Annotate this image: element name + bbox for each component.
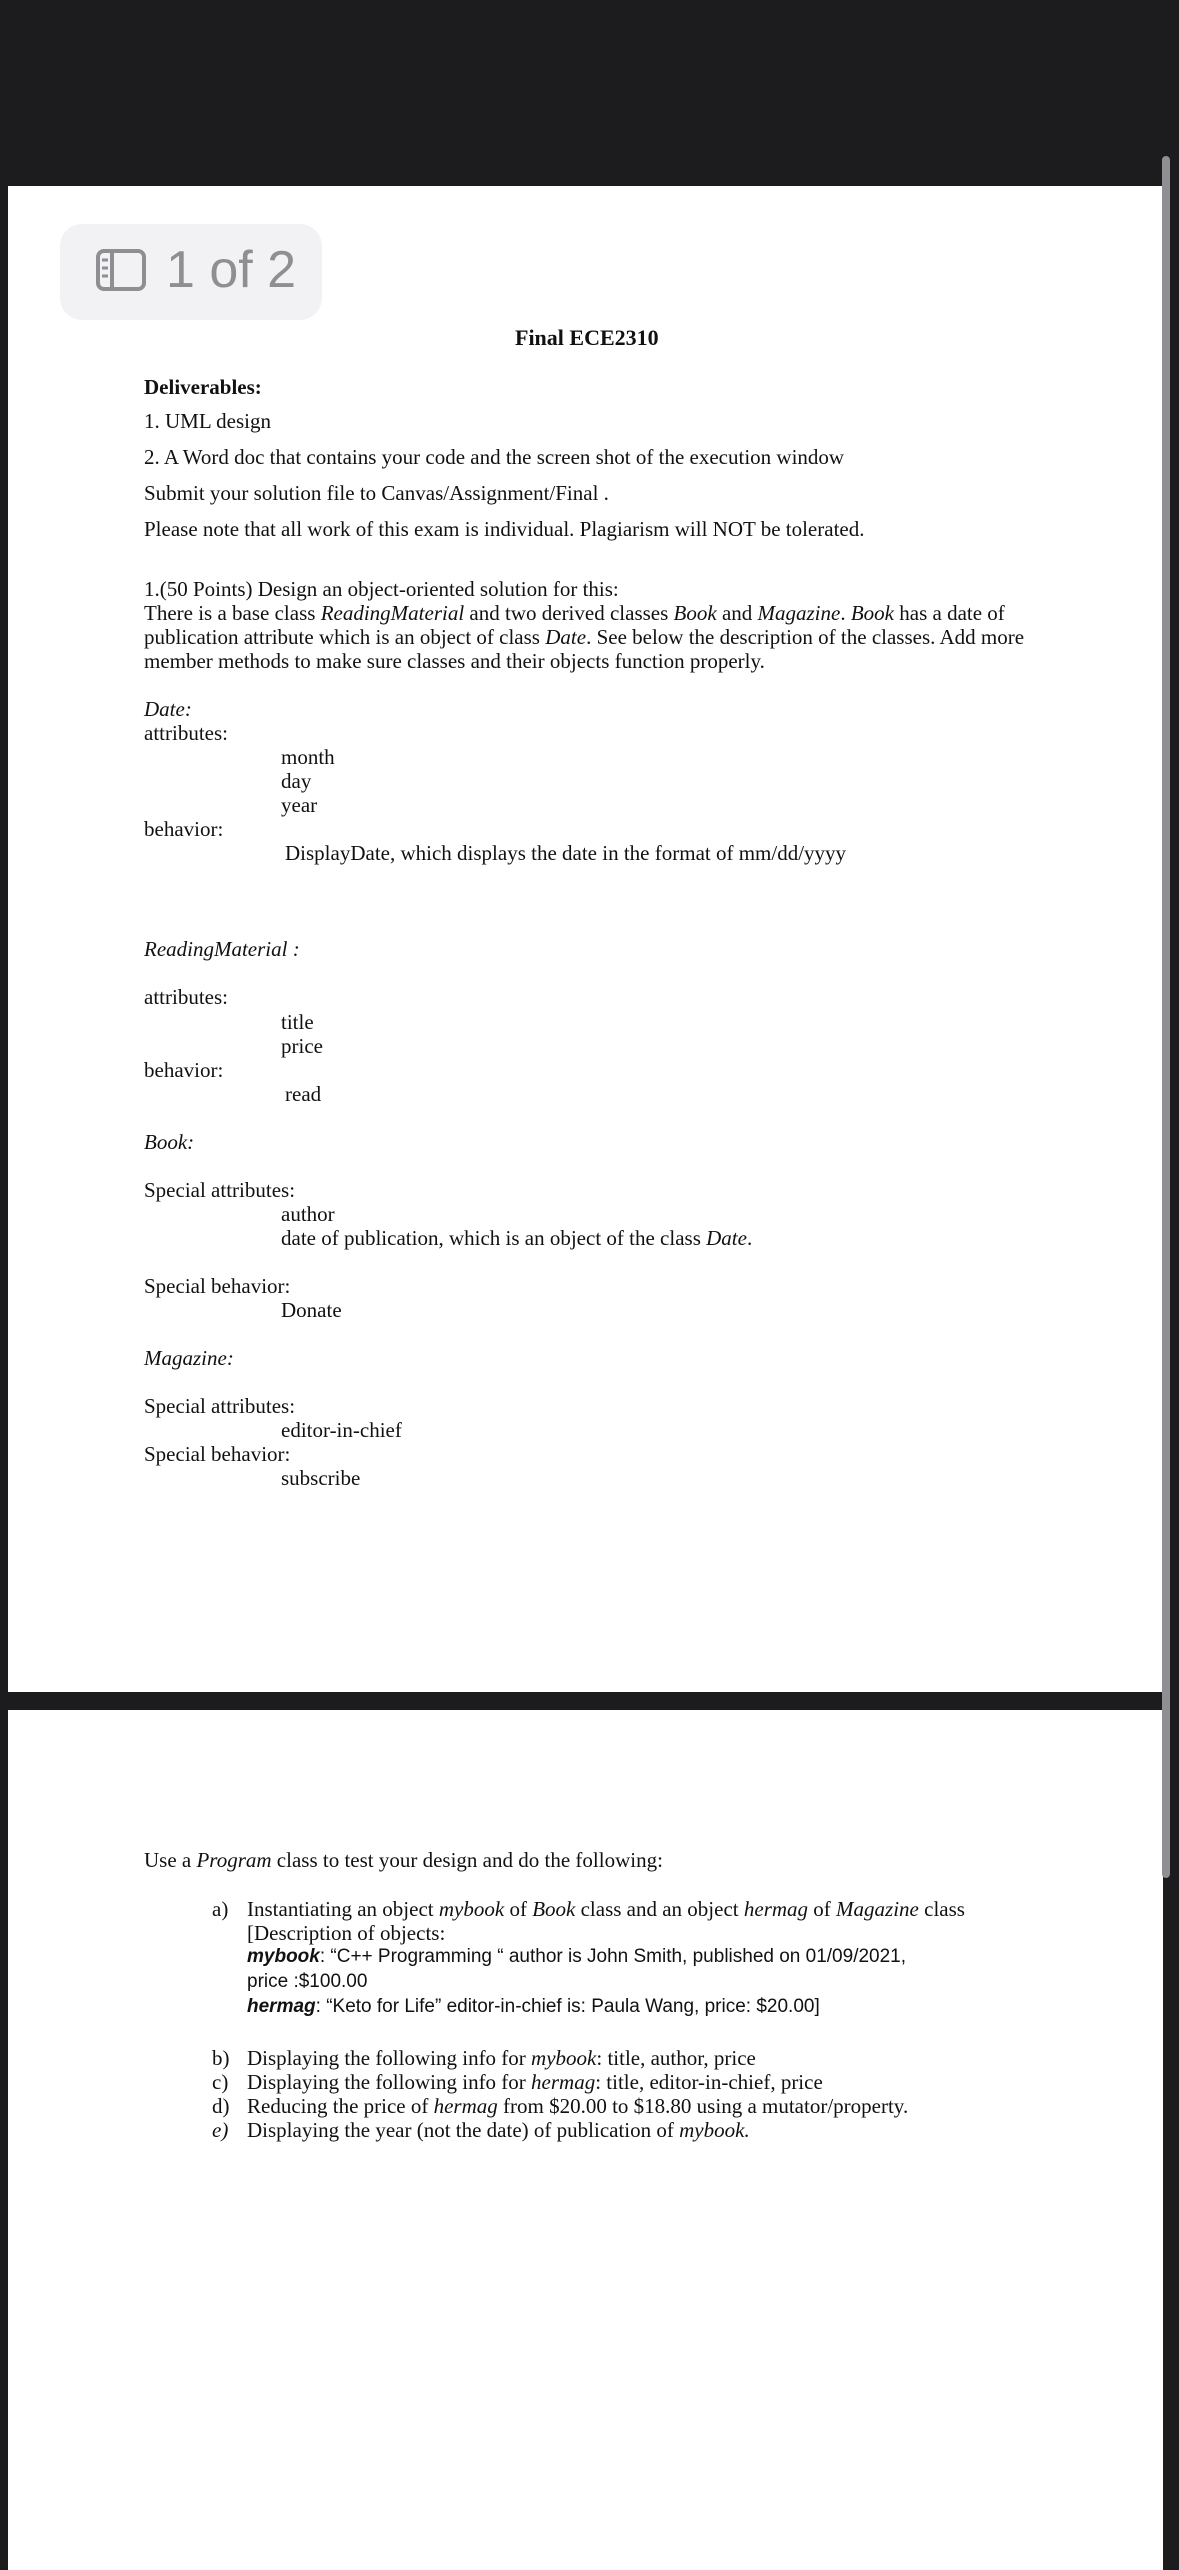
scrollbar[interactable] xyxy=(1162,156,1170,1878)
sidebar-icon xyxy=(96,249,146,291)
date-attr-month: month xyxy=(281,745,335,769)
magazine-special-behavior-label: Special behavior: xyxy=(144,1442,291,1466)
deliverable-2: 2. A Word doc that contains your code and the screen shot of the execution window xyxy=(144,445,845,469)
page-indicator-text: 1 of 2 xyxy=(166,241,297,299)
reading-behavior-label: behavior: xyxy=(144,1058,224,1082)
book-class-name: Book: xyxy=(144,1130,195,1154)
book-special-behavior-label: Special behavior: xyxy=(144,1274,291,1298)
deliverable-1: 1. UML design xyxy=(144,409,271,433)
deliverables-heading: Deliverables: xyxy=(144,375,262,399)
item-a-mybook: mybook: “C++ Programming “ author is John Smith, published on 01/09/2021, xyxy=(247,1946,907,1967)
item-d-marker: d) xyxy=(212,2094,230,2118)
item-a-marker: a) xyxy=(212,1897,229,1921)
item-c-text: Displaying the following info for hermag: title, editor-in-chief, price xyxy=(247,2070,823,2094)
q1-body: There is a base class ReadingMaterial and two derived classes Book and Magazine. Book has a date of publication attribute which is an object of class Date. See below the description of the classes. Add more member methods to make sure classes and their objects function properly. xyxy=(144,601,1025,673)
reading-attr-title: title xyxy=(281,1010,314,1034)
item-a-hermag: hermag: “Keto for Life” editor-in-chief is: Paula Wang, price: $20.00] xyxy=(247,1996,820,2017)
item-a-text: Instantiating an object mybook of Book class and an object hermag of Magazine class xyxy=(247,1897,965,1921)
item-e-text: Displaying the year (not the date) of publication of mybook. xyxy=(247,2118,750,2142)
book-special-attributes-label: Special attributes: xyxy=(144,1178,296,1202)
q1-intro: 1.(50 Points) Design an object-oriented solution for this: xyxy=(144,577,619,601)
date-attributes-label: attributes: xyxy=(144,721,228,745)
item-d-text: Reducing the price of hermag from $20.00 to $18.80 using a mutator/property. xyxy=(247,2094,909,2118)
book-attr-date: date of publication, which is an object of the class Date. xyxy=(281,1226,753,1250)
book-behavior: Donate xyxy=(281,1298,342,1322)
date-attr-year: year xyxy=(281,793,318,817)
date-attr-day: day xyxy=(281,769,312,793)
reading-class-name: ReadingMaterial : xyxy=(144,937,300,961)
item-a-mybook-price: price :$100.00 xyxy=(247,1971,368,1992)
item-b-text: Displaying the following info for mybook: title, author, price xyxy=(247,2046,756,2070)
reading-behavior: read xyxy=(285,1082,322,1106)
item-e-marker: e) xyxy=(212,2118,229,2142)
magazine-attr-editor: editor-in-chief xyxy=(281,1418,402,1442)
note-line: Please note that all work of this exam is individual. Plagiarism will NOT be tolerated. xyxy=(144,517,865,541)
submit-line: Submit your solution file to Canvas/Assignment/Final . xyxy=(144,481,609,505)
item-a-desc: [Description of objects: xyxy=(247,1921,446,1945)
magazine-special-attributes-label: Special attributes: xyxy=(144,1394,296,1418)
date-behavior-label: behavior: xyxy=(144,817,224,841)
date-class-name: Date: xyxy=(144,697,192,721)
magazine-class-name: Magazine: xyxy=(144,1346,234,1370)
magazine-behavior: subscribe xyxy=(281,1466,361,1490)
book-attr-author: author xyxy=(281,1202,335,1226)
page-indicator[interactable] xyxy=(60,224,322,320)
reading-attributes-label: attributes: xyxy=(144,985,228,1009)
date-behavior: DisplayDate, which displays the date in the format of mm/dd/yyyy xyxy=(285,841,847,865)
page-title: Final ECE2310 xyxy=(515,325,659,350)
item-b-marker: b) xyxy=(212,2046,230,2070)
program-intro: Use a Program class to test your design and do the following: xyxy=(144,1848,663,1872)
reading-attr-price: price xyxy=(281,1034,323,1058)
item-c-marker: c) xyxy=(212,2070,229,2094)
